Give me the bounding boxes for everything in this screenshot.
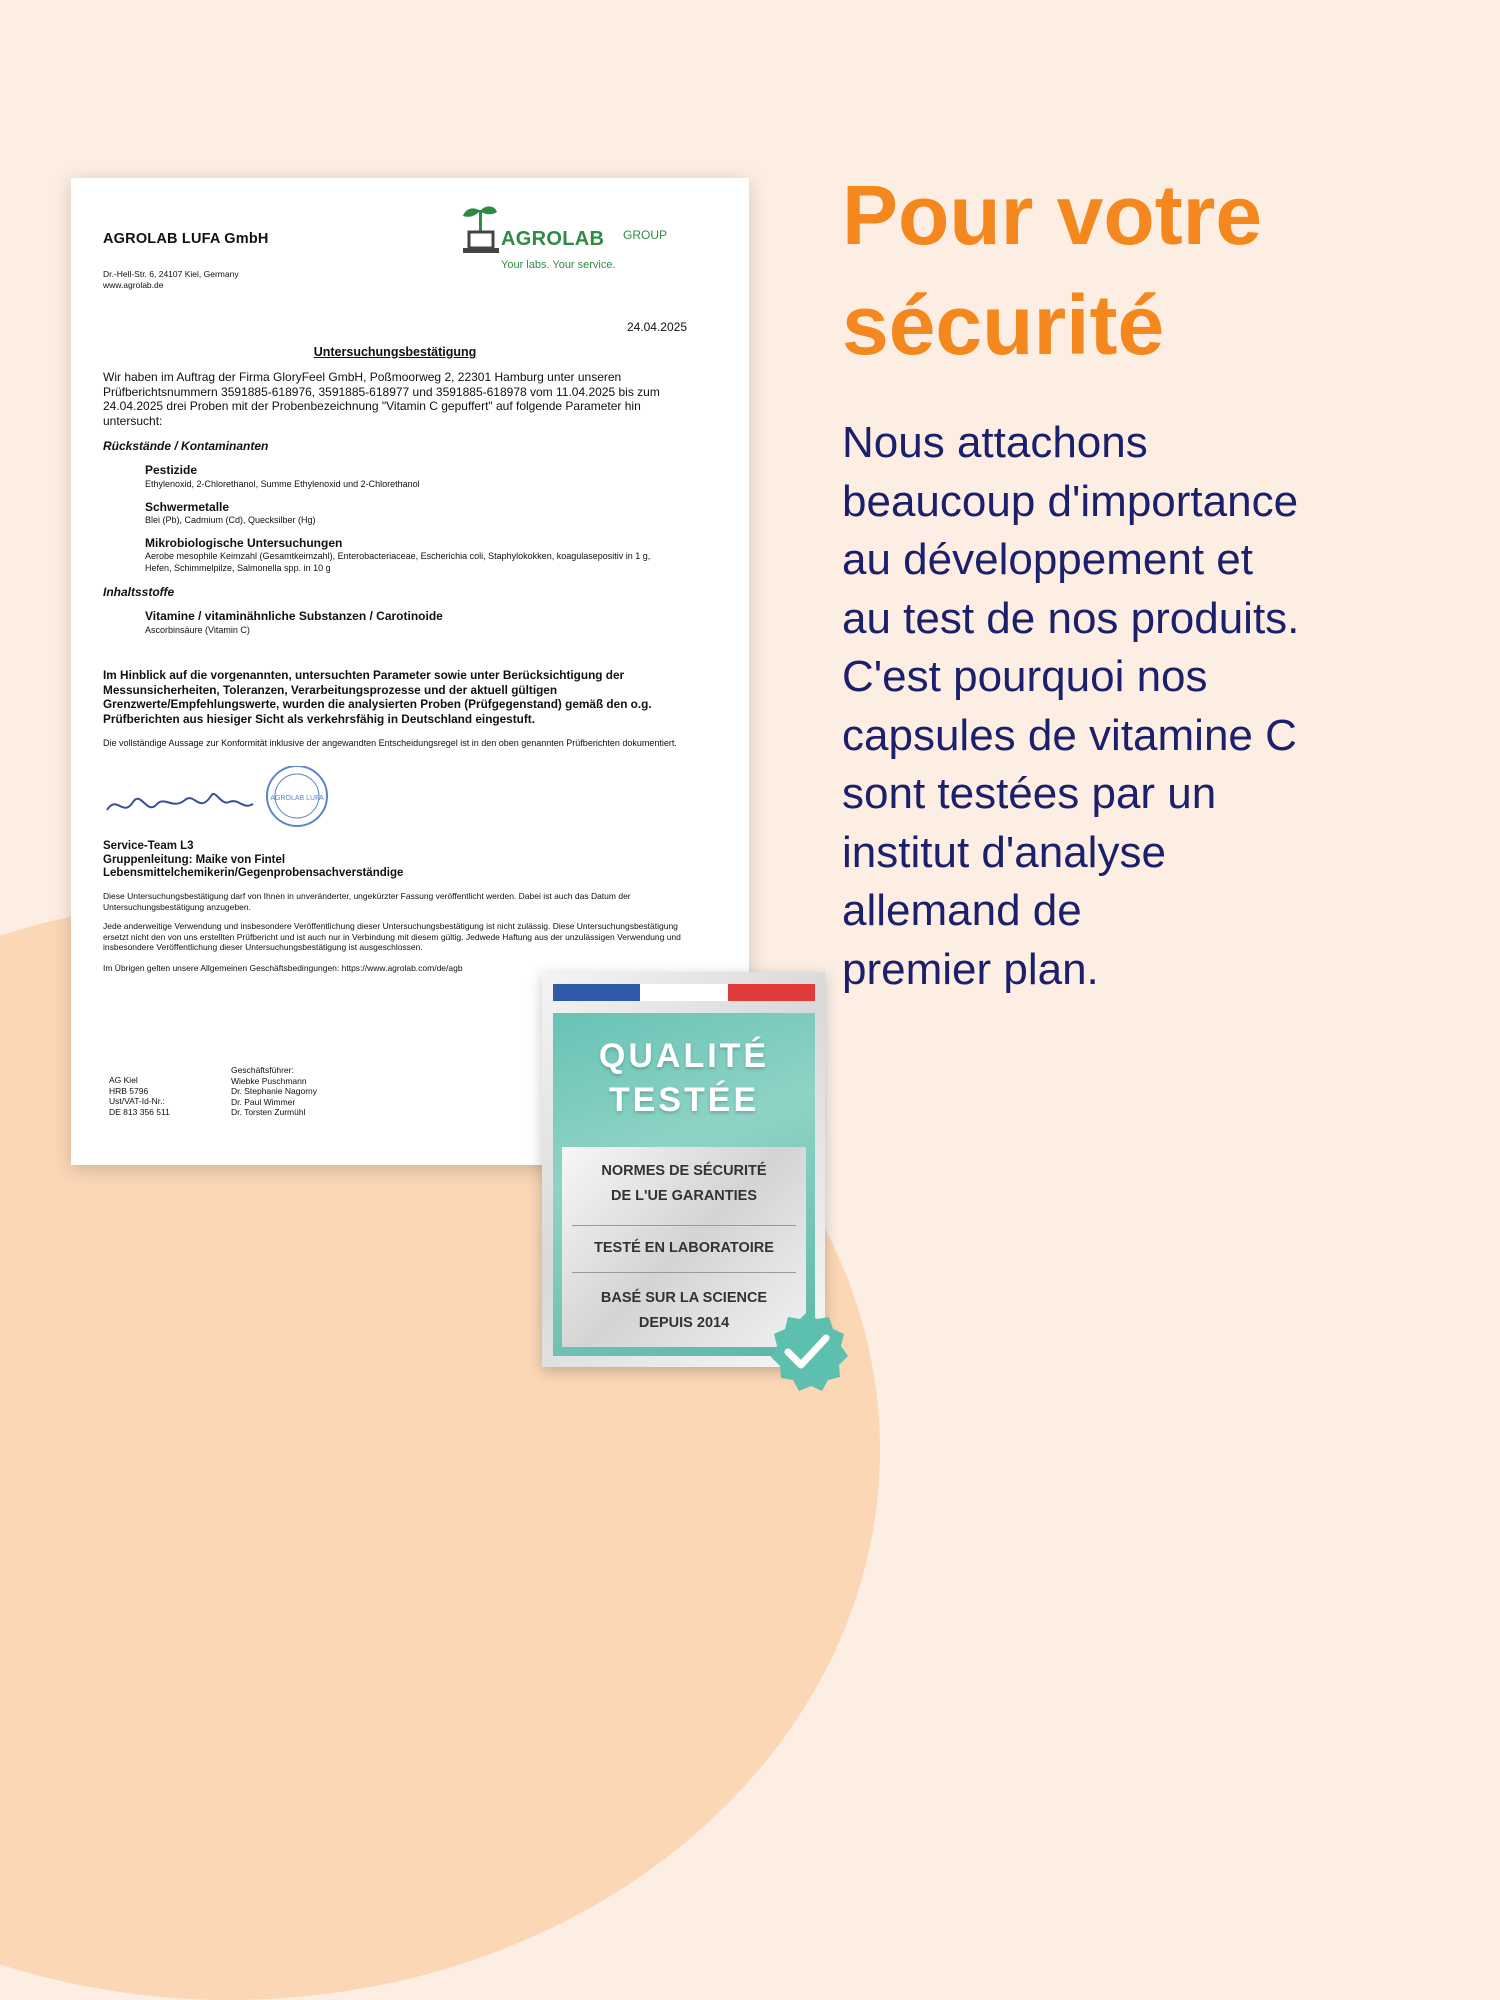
item-text: Ethylenoxid, 2-Chlorethanol, Summe Ethylenoxid und 2-Chlorethanol xyxy=(145,479,420,489)
badge-divider xyxy=(572,1225,796,1226)
badge-item: NORMES DE SÉCURITÉ DE L'UE GARANTIES xyxy=(601,1163,767,1204)
checkmark-seal-icon xyxy=(766,1310,848,1392)
item-heading: Schwermetalle xyxy=(145,500,230,514)
item-text: Ascorbinsäure (Vitamin C) xyxy=(145,625,250,635)
headline: Pour votre sécurité xyxy=(842,168,1263,372)
logo-tagline: Your labs. Your service. xyxy=(501,259,616,271)
section-heading: Rückstände / Kontaminanten xyxy=(103,439,269,453)
item-text: Aerobe mesophile Keimzahl (Gesamtkeimzahl), Enterobacteriaceae, Escherichia coli, Staphylokokken, koagulasepositiv in 1 g, Hefen, Schimmelpilze, Salmonella spp. in 10 g xyxy=(145,551,651,573)
item-text: Blei (Pb), Cadmium (Cd), Quecksilber (Hg) xyxy=(145,515,316,525)
conclusion-paragraph: Im Hinblick auf die vorgenannten, untersuchten Parameter sowie unter Berücksichtigung der Messunsicherheiten, Toleranzen, Verarbeitungsprozesse und der aktuell gültigen Grenzwerte/Empfehlungswerte, wurden die analysierten Proben (Prüfgegenstand) gemäß den o.g. Prüfberichten aus hiesiger Sicht als verkehrsfähig in Deutschland eingestuft. xyxy=(103,668,652,726)
intro-paragraph: Wir haben im Auftrag der Firma GloryFeel GmbH, Poßmoorweg 2, 22301 Hamburg unter unseren Prüfberichtsnummern 3591885-618976, 3591885-618977 und 3591885-618978 vom 11.04.2025 bis zum 24.04.2025 drei Proben mit der Probenbezeichnung "Vitamin C gepuffert" auf folgende Parameter hin untersucht: xyxy=(103,370,660,428)
document-date: 24.04.2025 xyxy=(626,320,687,334)
item-heading: Vitamine / vitaminähnliche Substanzen / Carotinoide xyxy=(145,609,443,623)
document-title: Untersuchungsbestätigung xyxy=(313,345,477,359)
item-heading: Mikrobiologische Untersuchungen xyxy=(145,536,343,550)
body-text: Nous attachons beaucoup d'importance au développement et au test de nos produits. C'est pourquoi nos capsules de vitamine C sont testées par un institut d'analyse allemand de premier plan. xyxy=(842,418,1300,994)
fine-print: Im Übrigen gelten unsere Allgemeinen Geschäftsbedingungen: https://www.agrolab.com/de/agb xyxy=(103,963,463,973)
flag-blue xyxy=(553,984,640,1001)
badge-item: BASÉ SUR LA SCIENCE DEPUIS 2014 xyxy=(600,1290,768,1331)
fine-print: Diese Untersuchungsbestätigung darf von Ihnen in unveränderter, ungekürzter Fassung veröffentlicht werden. Dabei ist auch das Datum der Untersuchungsbestätigung anzugeben. xyxy=(103,891,631,912)
company-name: AGROLAB LUFA GmbH xyxy=(103,231,269,247)
stamp-text: AGROLAB LUFA xyxy=(270,795,324,802)
footer-management: Geschäftsführer: Wiebke Puschmann Dr. Stephanie Nagorny Dr. Paul Wimmer Dr. Torsten Zurmühl xyxy=(231,1065,317,1117)
company-address: Dr.-Hell-Str. 6, 24107 Kiel, Germany www.agrolab.de xyxy=(103,269,239,290)
section-heading: Inhaltsstoffe xyxy=(103,585,175,599)
logo-word: AGROLAB xyxy=(501,228,605,250)
flag-white xyxy=(640,984,727,1001)
badge-teal-area xyxy=(553,1013,815,1356)
french-flag-stripe xyxy=(553,984,815,1001)
lab-plant-icon xyxy=(459,204,503,258)
badge-item: TESTÉ EN LABORATOIRE xyxy=(594,1240,774,1256)
conformity-note: Die vollständige Aussage zur Konformität inklusive der angewandten Entscheidungsregel ist in den oben genannten Prüfberichten dokumentiert. xyxy=(103,738,677,748)
signature-icon xyxy=(103,766,343,836)
quality-badge xyxy=(542,972,825,1367)
signature-and-stamp xyxy=(103,766,333,836)
item-heading: Pestizide xyxy=(145,463,198,477)
footer-registry: AG Kiel HRB 5796 Ust/VAT-Id-Nr.: DE 813 356 511 xyxy=(109,1075,170,1117)
logo-group: GROUP xyxy=(623,228,668,242)
agrolab-logo xyxy=(459,202,689,274)
fine-print: Jede anderweitige Verwendung und insbesondere Veröffentlichung dieser Untersuchungsbestätigung ist nicht zulässig. Diese Untersuchungsbestätigung ersetzt nicht den von uns erstellten Prüfbericht und ist auch nur in Verbindung mit diesem gültig. Jedwede Haftung aus der unzulässigen Verwendung und insbesondere Veröffentlichung dieser Untersuchungsbestätigung ist ausgeschlossen. xyxy=(103,921,681,952)
badge-divider xyxy=(572,1272,796,1273)
flag-red xyxy=(728,984,815,1001)
service-team: Service-Team L3 Gruppenleitung: Maike von Fintel Lebensmittelchemikerin/Gegenprobensachverständige xyxy=(103,840,404,879)
badge-title-line: TESTÉE xyxy=(608,1081,760,1119)
badge-title-line: QUALITÉ xyxy=(598,1037,770,1075)
